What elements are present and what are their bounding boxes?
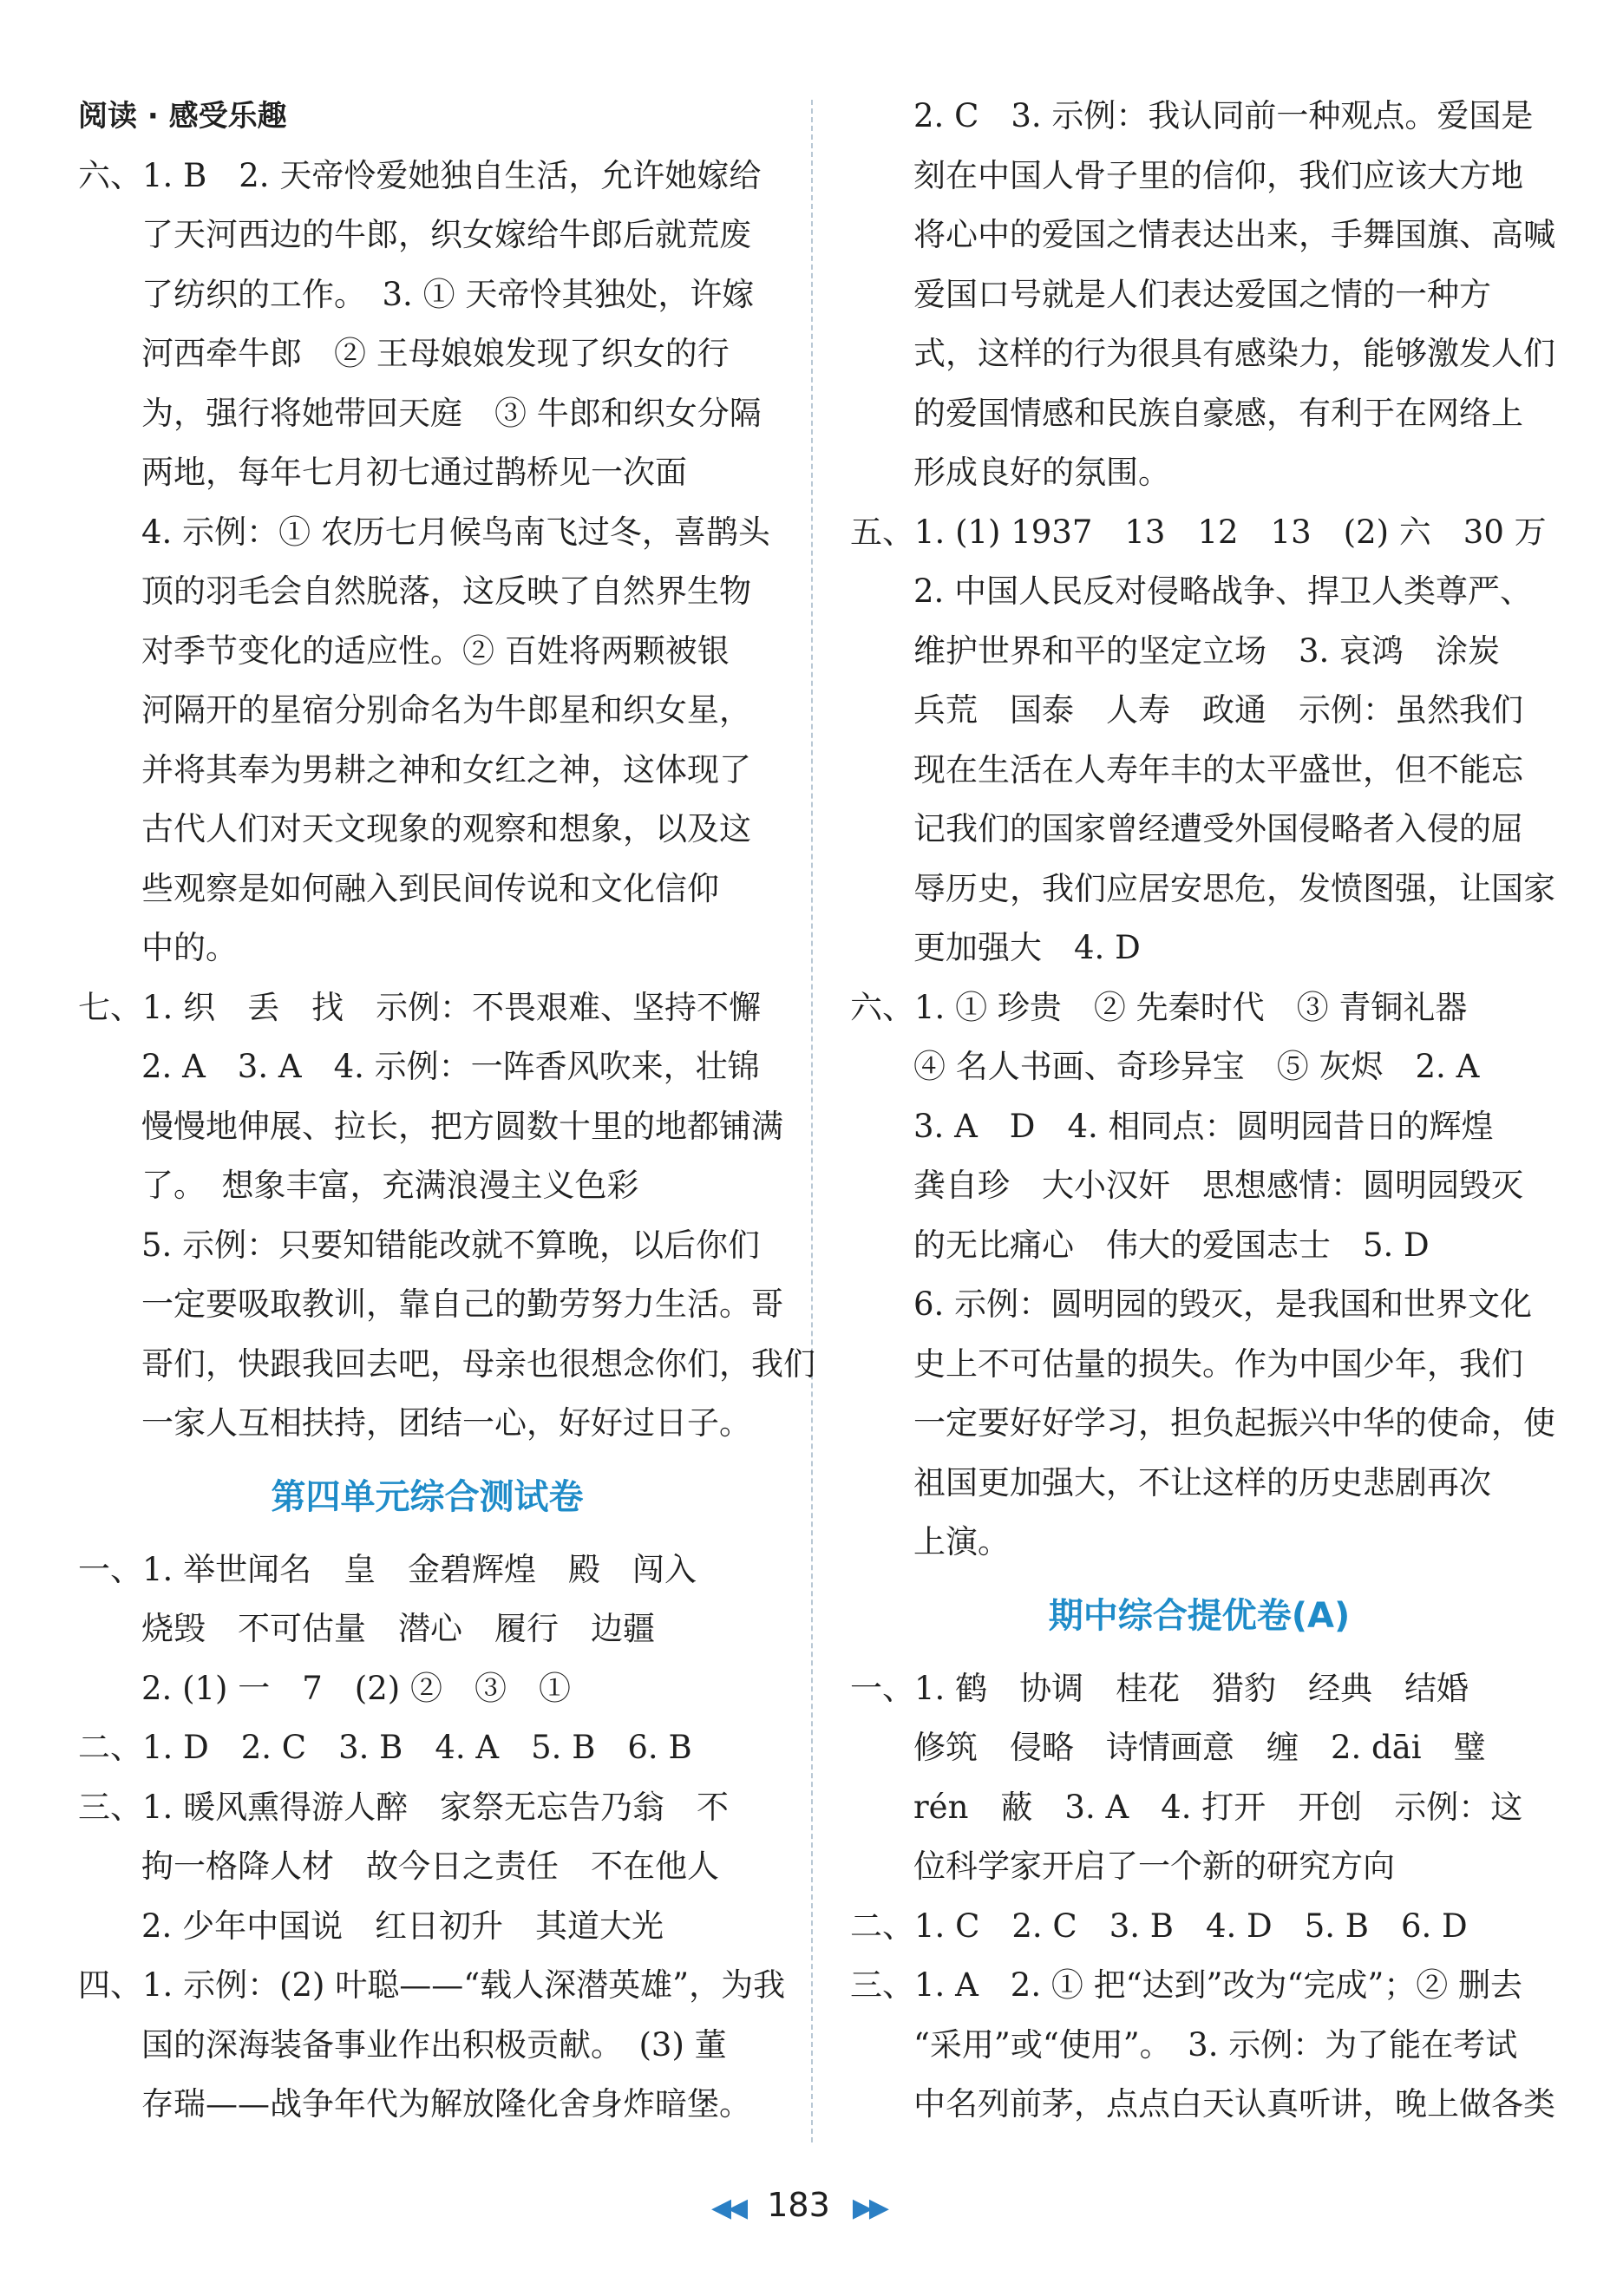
answer-line: 4. 示例：① 农历七月候鸟南飞过冬，喜鹊头 xyxy=(141,513,770,551)
answer-line: 维护世界和平的坚定立场 3. 哀鸿 涂炭 xyxy=(913,631,1501,670)
answer-line: 爱国口号就是人们表达爱国之情的一种方 xyxy=(913,275,1491,313)
answer-line: 顶的羽毛会自然脱落，这反映了自然界生物 xyxy=(141,572,751,610)
answer-line: 三、1. 暖风熏得游人醉 家祭无忘告乃翁 不 xyxy=(78,1788,730,1826)
answer-line: 六、1. ① 珍贵 ② 先秦时代 ③ 青铜礼器 xyxy=(850,988,1468,1026)
answer-line: 一家人互相扶持，团结一心，好好过日子。 xyxy=(141,1404,751,1442)
answer-line: 哥们，快跟我回去吧，母亲也很想念你们，我们 xyxy=(141,1344,815,1383)
answer-line: 将心中的爱国之情表达出来，手舞国旗、高喊 xyxy=(913,216,1555,253)
answer-line: 了纺织的工作。 3. ① 天帝怜其独处，许嫁 xyxy=(141,275,755,313)
answer-line: 并将其奉为男耕之神和女红之神，这体现了 xyxy=(141,750,751,788)
answer-line: 二、1. D 2. C 3. B 4. A 5. B 6. B xyxy=(78,1729,692,1766)
answer-line: 五、1. (1) 1937 13 12 13 (2) 六 30 万 xyxy=(850,513,1547,551)
answer-line: 两地，每年七月初七通过鹊桥见一次面 xyxy=(141,454,687,491)
answer-line: 2. C 3. 示例：我认同前一种观点。爱国是 xyxy=(913,97,1534,134)
answer-line: 古代人们对天文现象的观察和想象，以及这 xyxy=(141,810,751,847)
answer-line: 2. 少年中国说 红日初升 其道大光 xyxy=(141,1907,664,1945)
answer-line: 河隔开的星宿分别命名为牛郎星和织女星， xyxy=(141,691,751,729)
answer-line: 兵荒 国泰 人寿 政通 示例：虽然我们 xyxy=(913,691,1523,729)
prev-arrows-icon: ◀◀ xyxy=(710,2193,745,2223)
answer-line: 国的深海装备事业作出积极贡献。 (3) 董 xyxy=(141,2025,727,2064)
answer-line: 更加强大 4. D xyxy=(913,929,1141,966)
answer-line: 2. A 3. A 4. 示例：一阵香风吹来，壮锦 xyxy=(141,1048,760,1085)
answer-line: 六、1. B 2. 天帝怜爱她独自生活，允许她嫁给 xyxy=(78,156,762,194)
answer-line: 存瑞——战争年代为解放隆化舍身炸暗堡。 xyxy=(141,2085,751,2123)
answer-line: 一定要好好学习，担负起振兴中华的使命，使 xyxy=(913,1404,1555,1442)
right-column xyxy=(850,87,1555,2135)
answer-line: 为，强行将她带回天庭 ③ 牛郎和织女分隔 xyxy=(141,394,762,432)
answer-line: 5. 示例：只要知错能改就不算晚，以后你们 xyxy=(141,1226,761,1264)
answer-line: 中名列前茅，点点白天认真听讲，晚上做各类 xyxy=(913,2085,1555,2123)
answer-line: rén 蔽 3. A 4. 打开 开创 示例：这 xyxy=(913,1788,1523,1826)
section-title-midterm: 期中综合提优卷(A) xyxy=(1048,1595,1351,1636)
page-number: 183 xyxy=(767,2186,830,2224)
answer-line: 刻在中国人骨子里的信仰，我们应该大方地 xyxy=(913,156,1523,194)
column-divider xyxy=(811,100,813,2142)
answer-line: 位科学家开启了一个新的研究方向 xyxy=(913,1848,1395,1885)
answer-line: 2. 中国人民反对侵略战争、捍卫人类尊严、 xyxy=(913,572,1533,610)
answer-line: 些观察是如何融入到民间传说和文化信仰 xyxy=(141,869,719,907)
next-arrows-icon: ▶▶ xyxy=(852,2193,887,2223)
page-footer xyxy=(0,2186,1597,2224)
answer-line: 3. A D 4. 相同点：圆明园昔日的辉煌 xyxy=(913,1107,1494,1145)
answer-line: 烧毁 不可估量 潜心 履行 边疆 xyxy=(141,1610,655,1647)
answer-line: 记我们的国家曾经遭受外国侵略者入侵的屈 xyxy=(913,810,1523,847)
answer-line: 一定要吸取教训，靠自己的勤劳努力生活。哥 xyxy=(141,1285,783,1323)
answer-line: 三、1. A 2. ① 把“达到”改为“完成”；② 删去 xyxy=(850,1966,1523,2004)
answer-line: 一、1. 鹤 协调 桂花 猎豹 经典 结婚 xyxy=(850,1669,1469,1707)
answer-line: 对季节变化的适应性。② 百姓将两颗被银 xyxy=(141,631,730,670)
answer-line: 6. 示例：圆明园的毁灭，是我国和世界文化 xyxy=(913,1285,1533,1323)
answer-line: 了。 想象丰富，充满浪漫主义色彩 xyxy=(141,1167,639,1204)
section-title-unit4: 第四单元综合测试卷 xyxy=(271,1476,584,1517)
answer-line: 二、1. C 2. C 3. B 4. D 5. B 6. D xyxy=(850,1907,1468,1945)
answer-line: 修筑 侵略 诗情画意 缠 2. dāi 璧 xyxy=(913,1729,1486,1766)
left-column xyxy=(78,87,815,2135)
answer-line: 一、1. 举世闻名 皇 金碧辉煌 殿 闯入 xyxy=(78,1550,697,1588)
answer-line: 辱历史，我们应居安思危，发愤图强，让国家 xyxy=(913,869,1555,907)
answer-line: 上演。 xyxy=(913,1523,1010,1560)
answer-line: 的爱国情感和民族自豪感，有利于在网络上 xyxy=(913,394,1523,432)
answer-line: ④ 名人书画、奇珍异宝 ⑤ 灰烬 2. A xyxy=(913,1048,1480,1085)
answer-line: 史上不可估量的损失。作为中国少年，我们 xyxy=(913,1344,1523,1383)
answer-line: 龚自珍 大小汉奸 思想感情：圆明园毁灭 xyxy=(913,1167,1523,1204)
answer-line: 祖国更加强大，不让这样的历史悲剧再次 xyxy=(913,1463,1491,1501)
answer-line: 四、1. 示例：(2) 叶聪——“载人深潜英雄”，为我 xyxy=(78,1966,786,2004)
answer-line: 中的。 xyxy=(141,929,238,966)
answer-line: 慢慢地伸展、拉长，把方圆数十里的地都铺满 xyxy=(141,1107,783,1145)
reading-heading: 阅读 · 感受乐趣 xyxy=(78,99,287,134)
answer-line: 式，这样的行为很具有感染力，能够激发人们 xyxy=(913,335,1555,372)
answer-line: 形成良好的氛围。 xyxy=(913,454,1170,491)
answer-line: 2. (1) 一 7 (2) ② ③ ① xyxy=(141,1669,571,1707)
answer-line: 七、1. 织 丢 找 示例：不畏艰难、坚持不懈 xyxy=(78,988,762,1026)
answer-line: 了天河西边的牛郎，织女嫁给牛郎后就荒废 xyxy=(141,216,751,253)
answer-line: 河西牵牛郎 ② 王母娘娘发现了织女的行 xyxy=(141,335,730,372)
answer-line: 拘一格降人材 故今日之责任 不在他人 xyxy=(141,1848,719,1885)
answer-line: “采用”或“使用”。 3. 示例：为了能在考试 xyxy=(913,2025,1518,2064)
answer-line: 的无比痛心 伟大的爱国志士 5. D xyxy=(913,1226,1430,1264)
answer-line: 现在生活在人寿年丰的太平盛世，但不能忘 xyxy=(913,750,1523,788)
